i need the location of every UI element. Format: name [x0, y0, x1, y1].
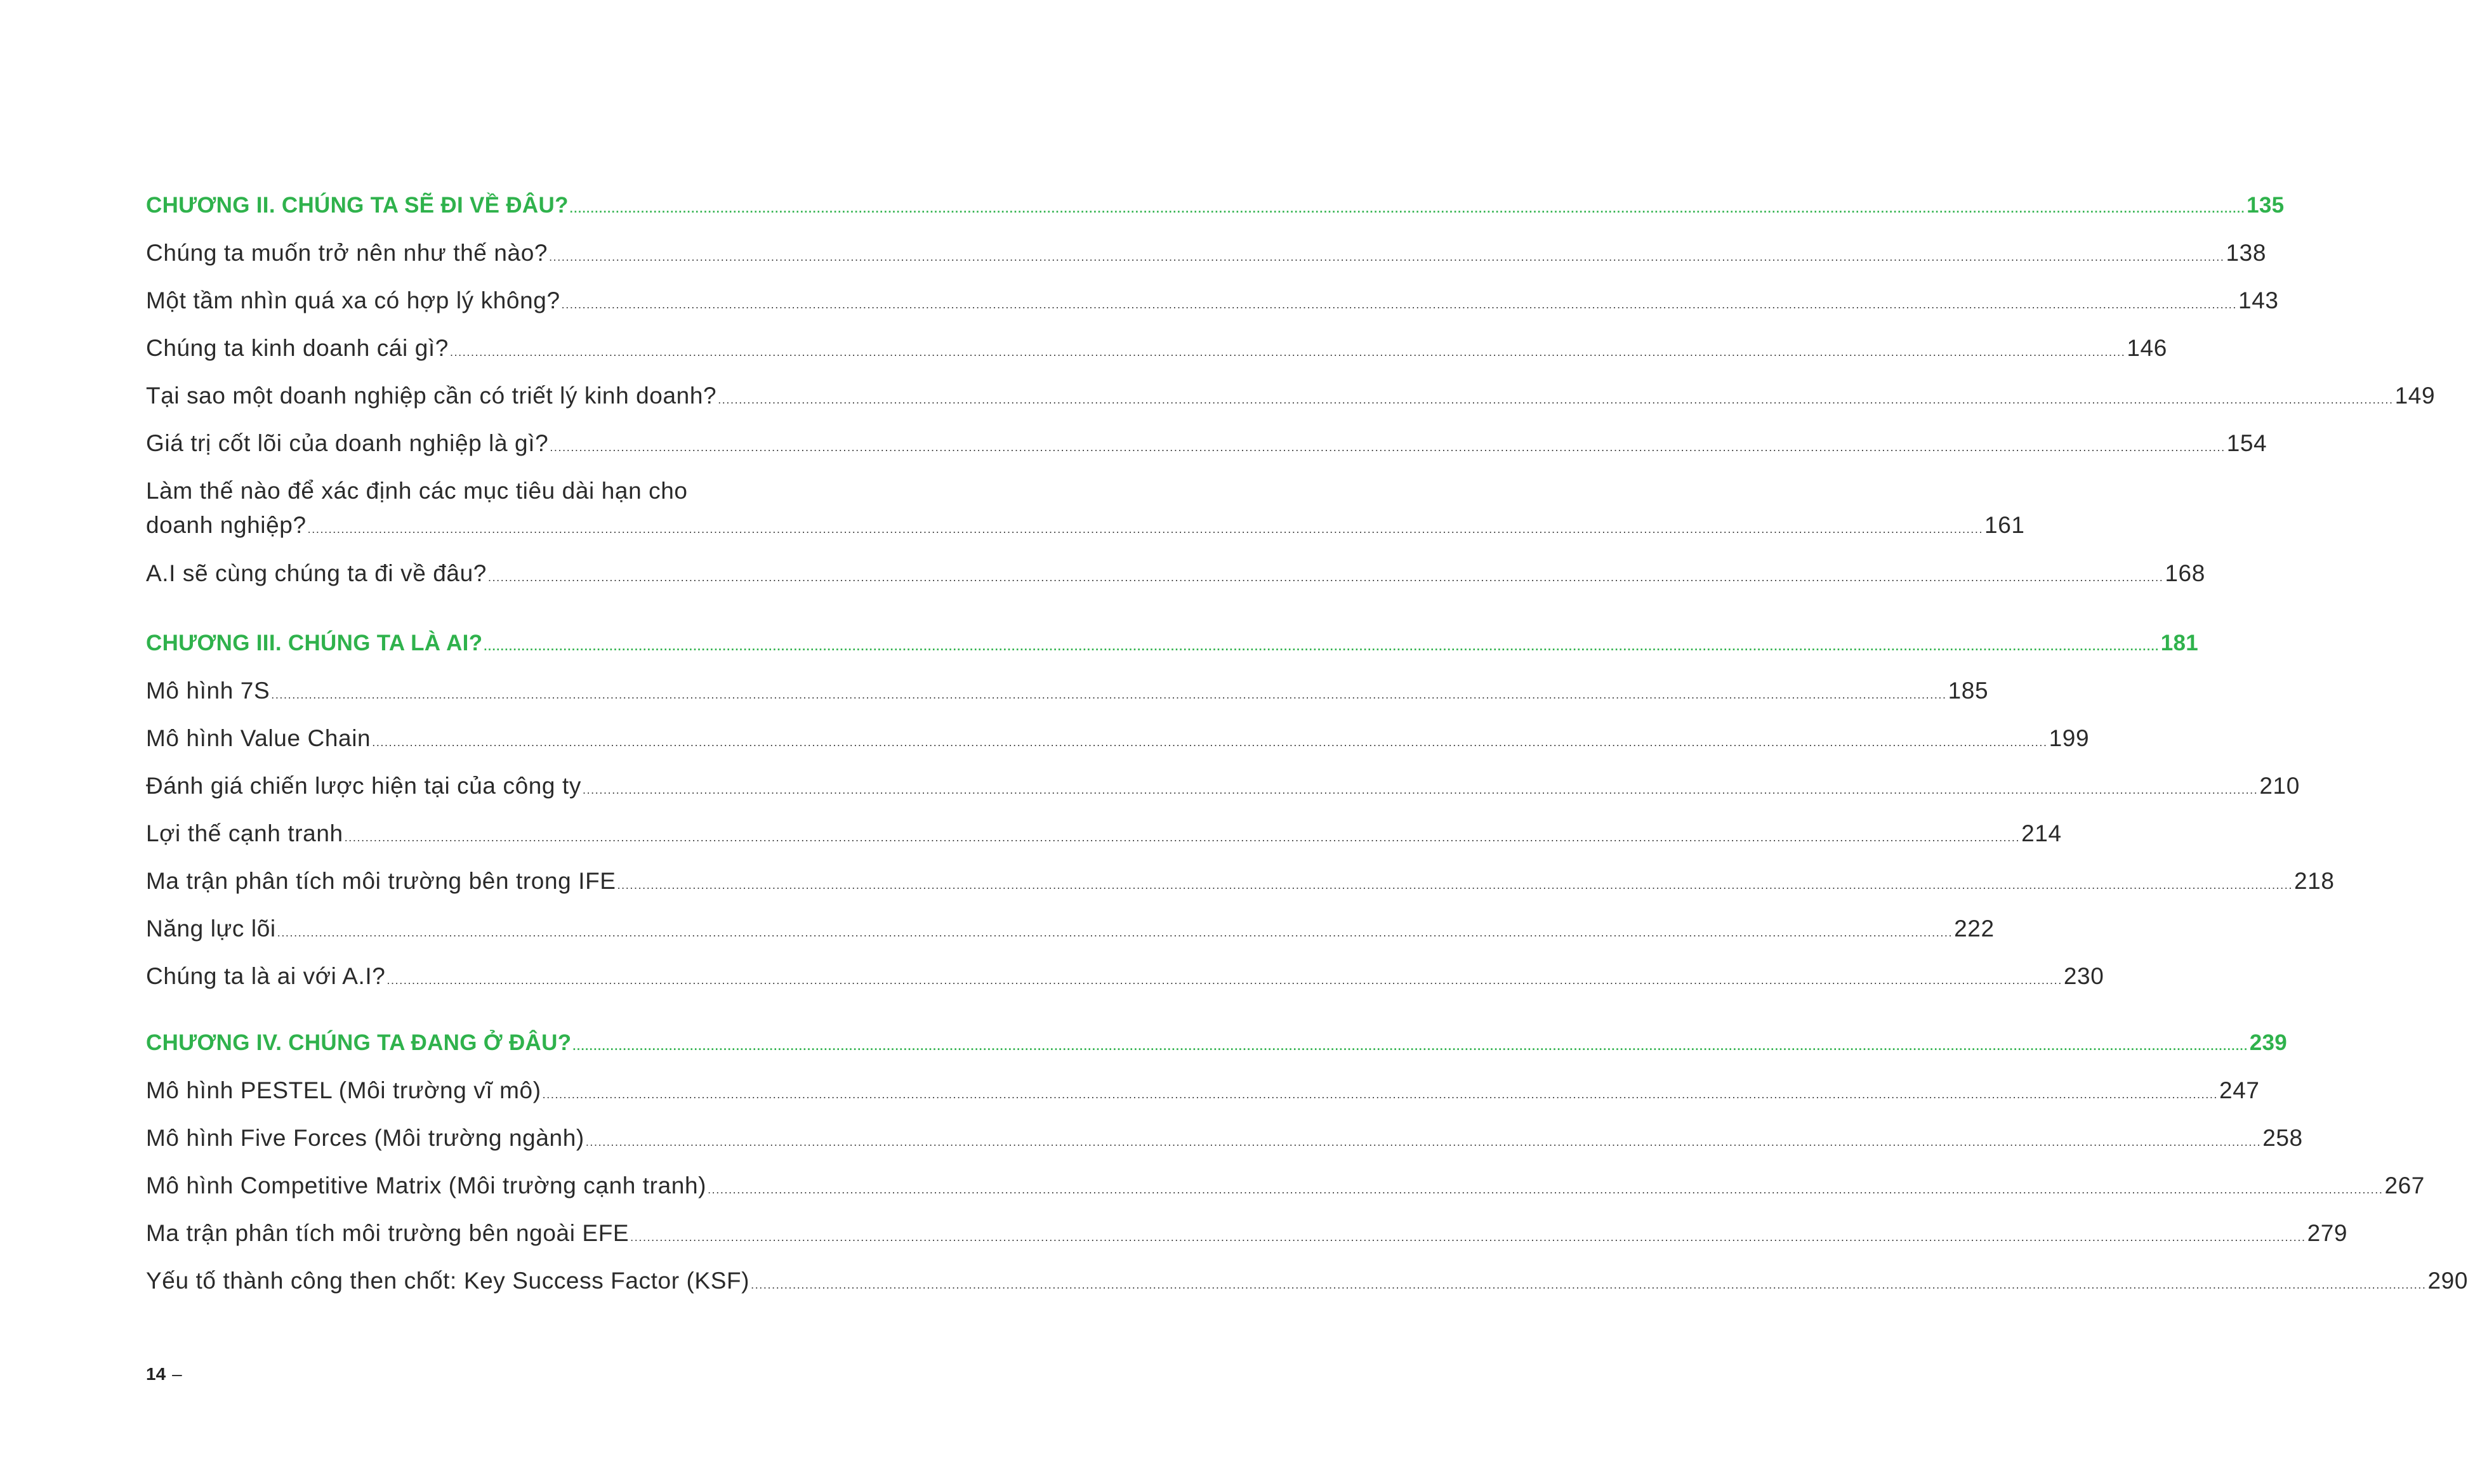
toc-line	[146, 674, 1989, 708]
toc-page-number: 290	[2427, 1268, 2468, 1294]
toc-title: Ma trận phân tích môi trường bên ngoài EFE	[146, 1220, 630, 1246]
toc-entry	[146, 817, 2062, 851]
toc-page-number: 199	[2049, 725, 2090, 751]
toc-line	[146, 769, 2300, 803]
toc-title: CHƯƠNG II. CHÚNG TA SẼ ĐI VỀ ĐÂU?	[146, 193, 569, 218]
toc-chapter	[146, 626, 2199, 660]
toc-title: Lợi thế cạnh tranh	[146, 820, 343, 846]
dot-leader: ................................................................................................................................................................................................................................................................................................................................................................................................................	[277, 926, 1953, 939]
toc-page-number: 214	[2021, 820, 2062, 846]
toc-page-number: 258	[2262, 1125, 2303, 1151]
toc-chapter	[146, 1026, 2288, 1060]
toc-page-number: 279	[2307, 1220, 2348, 1246]
toc-line	[146, 864, 2335, 898]
toc-page-number: 230	[2063, 963, 2104, 989]
toc-title: Một tầm nhìn quá xa có hợp lý không?	[146, 287, 560, 313]
dot-leader: ................................................................................................................................................................................................................................................................................................................................................................................................................	[271, 688, 1947, 701]
toc-page-number: 168	[2165, 560, 2205, 586]
dot-leader: ................................................................................................................................................................................................................................................................................................................................................................................................................	[718, 393, 2394, 406]
toc-line	[146, 1169, 2425, 1203]
toc-title: Chúng ta kinh doanh cái gì?	[146, 335, 449, 361]
dot-leader: ................................................................................................................................................................................................................................................................................................................................................................................................................	[549, 251, 2225, 263]
toc-title: Ma trận phân tích môi trường bên trong IFE	[146, 868, 616, 894]
page-number	[146, 1362, 182, 1387]
toc-page-number: 143	[2238, 287, 2279, 313]
toc-title: Mô hình Value Chain	[146, 725, 371, 751]
dot-leader: ................................................................................................................................................................................................................................................................................................................................................................................................................	[550, 441, 2226, 454]
toc-line	[146, 379, 2436, 413]
dot-leader: ................................................................................................................................................................................................................................................................................................................................................................................................................	[307, 523, 1984, 535]
toc-title: Chúng ta muốn trở nên như thế nào?	[146, 240, 548, 266]
toc-page-number: 185	[1948, 678, 1989, 704]
toc-entry	[146, 769, 2300, 803]
toc-entry	[146, 426, 2267, 461]
dot-leader: ................................................................................................................................................................................................................................................................................................................................................................................................................	[344, 831, 2021, 844]
toc-line	[146, 284, 2279, 318]
page-number-dash: –	[172, 1364, 182, 1384]
toc-title: CHƯƠNG III. CHÚNG TA LÀ AI?	[146, 631, 483, 655]
toc-entry	[146, 236, 2267, 270]
toc-entry	[146, 959, 2104, 994]
toc-line	[146, 331, 2167, 365]
toc-title: Đánh giá chiến lược hiện tại của công ty	[146, 773, 581, 799]
toc-entry	[146, 1264, 2468, 1298]
dot-leader: ................................................................................................................................................................................................................................................................................................................................................................................................................	[569, 202, 2246, 215]
toc-entry	[146, 1074, 2260, 1108]
toc-page-number: 218	[2293, 868, 2335, 894]
toc-line	[146, 817, 2062, 851]
toc-title: Mô hình Competitive Matrix (Môi trường cạnh tranh)	[146, 1172, 707, 1198]
toc-page-number: 267	[2384, 1172, 2425, 1198]
toc-line	[146, 556, 2205, 591]
toc-entry	[146, 556, 2205, 591]
toc-title: Chúng ta là ai với A.I?	[146, 963, 386, 989]
toc-entry	[146, 1121, 2303, 1155]
toc-page-number: 222	[1954, 916, 1995, 942]
toc-line	[146, 426, 2267, 461]
toc-page-number: 210	[2259, 773, 2300, 799]
toc-page-number: 181	[2160, 631, 2199, 655]
toc-page-number: 146	[2127, 335, 2167, 361]
toc-title: Năng lực lõi	[146, 916, 276, 942]
dot-leader: ................................................................................................................................................................................................................................................................................................................................................................................................................	[582, 784, 2259, 796]
toc-title: Giá trị cốt lõi của doanh nghiệp là gì?	[146, 430, 549, 456]
toc-line	[146, 1216, 2348, 1251]
toc-entry	[146, 331, 2167, 365]
toc-page-number: 138	[2226, 240, 2267, 266]
toc-page-number: 154	[2226, 430, 2267, 456]
dot-leader: ................................................................................................................................................................................................................................................................................................................................................................................................................	[449, 346, 2126, 358]
toc-title: Yếu tố thành công then chốt: Key Success Factor (KSF)	[146, 1268, 750, 1294]
dot-leader: ................................................................................................................................................................................................................................................................................................................................................................................................................	[542, 1088, 2219, 1101]
page-number-value: 14	[146, 1364, 166, 1384]
dot-leader: ................................................................................................................................................................................................................................................................................................................................................................................................................	[484, 640, 2160, 653]
toc-line	[146, 508, 2025, 542]
toc-title: Mô hình PESTEL (Môi trường vĩ mô)	[146, 1077, 541, 1103]
toc-entry	[146, 1216, 2348, 1251]
toc-line	[146, 721, 2090, 756]
toc-page-number: 161	[1984, 512, 2025, 538]
toc-entry	[146, 674, 1989, 708]
toc-entry	[146, 721, 2090, 756]
toc-page-number: 149	[2394, 383, 2436, 409]
toc-title: doanh nghiệp?	[146, 512, 307, 538]
toc-line	[146, 912, 1995, 946]
dot-leader: ................................................................................................................................................................................................................................................................................................................................................................................................................	[617, 879, 2293, 891]
dot-leader: ................................................................................................................................................................................................................................................................................................................................................................................................................	[585, 1136, 2262, 1148]
toc-title: Mô hình 7S	[146, 678, 270, 704]
dot-leader: ................................................................................................................................................................................................................................................................................................................................................................................................................	[372, 736, 2048, 749]
dot-leader: ................................................................................................................................................................................................................................................................................................................................................................................................................	[630, 1231, 2306, 1244]
dot-leader: ................................................................................................................................................................................................................................................................................................................................................................................................................	[751, 1278, 2427, 1291]
table-of-contents	[146, 0, 2468, 1484]
toc-line	[146, 626, 2199, 660]
toc-line	[146, 1026, 2288, 1060]
toc-title: Tại sao một doanh nghiệp cần có triết lý kinh doanh?	[146, 383, 717, 409]
toc-entry-title-line1: Làm thế nào để xác định các mục tiêu dài hạn cho	[146, 478, 688, 504]
toc-line	[146, 1121, 2303, 1155]
dot-leader: ................................................................................................................................................................................................................................................................................................................................................................................................................	[487, 571, 2164, 584]
toc-title: Mô hình Five Forces (Môi trường ngành)	[146, 1125, 584, 1151]
toc-entry	[146, 474, 2025, 542]
toc-title: A.I sẽ cùng chúng ta đi về đâu?	[146, 560, 487, 586]
toc-entry	[146, 864, 2335, 898]
toc-line	[146, 959, 2104, 994]
dot-leader: ................................................................................................................................................................................................................................................................................................................................................................................................................	[572, 1040, 2248, 1053]
toc-chapter	[146, 188, 2285, 223]
toc-line	[146, 188, 2285, 223]
toc-line	[146, 1074, 2260, 1108]
dot-leader: ................................................................................................................................................................................................................................................................................................................................................................................................................	[386, 974, 2062, 987]
toc-entry	[146, 912, 1995, 946]
toc-entry	[146, 1169, 2425, 1203]
dot-leader: ................................................................................................................................................................................................................................................................................................................................................................................................................	[561, 298, 2238, 311]
toc-page-number: 135	[2247, 193, 2285, 218]
toc-title: CHƯƠNG IV. CHÚNG TA ĐANG Ở ĐÂU?	[146, 1030, 572, 1055]
toc-entry	[146, 379, 2436, 413]
toc-page-number: 239	[2249, 1030, 2288, 1055]
toc-line	[146, 236, 2267, 270]
dot-leader: ................................................................................................................................................................................................................................................................................................................................................................................................................	[708, 1183, 2384, 1196]
toc-entry	[146, 284, 2279, 318]
toc-line	[146, 1264, 2468, 1298]
toc-page-number: 247	[2219, 1077, 2260, 1103]
